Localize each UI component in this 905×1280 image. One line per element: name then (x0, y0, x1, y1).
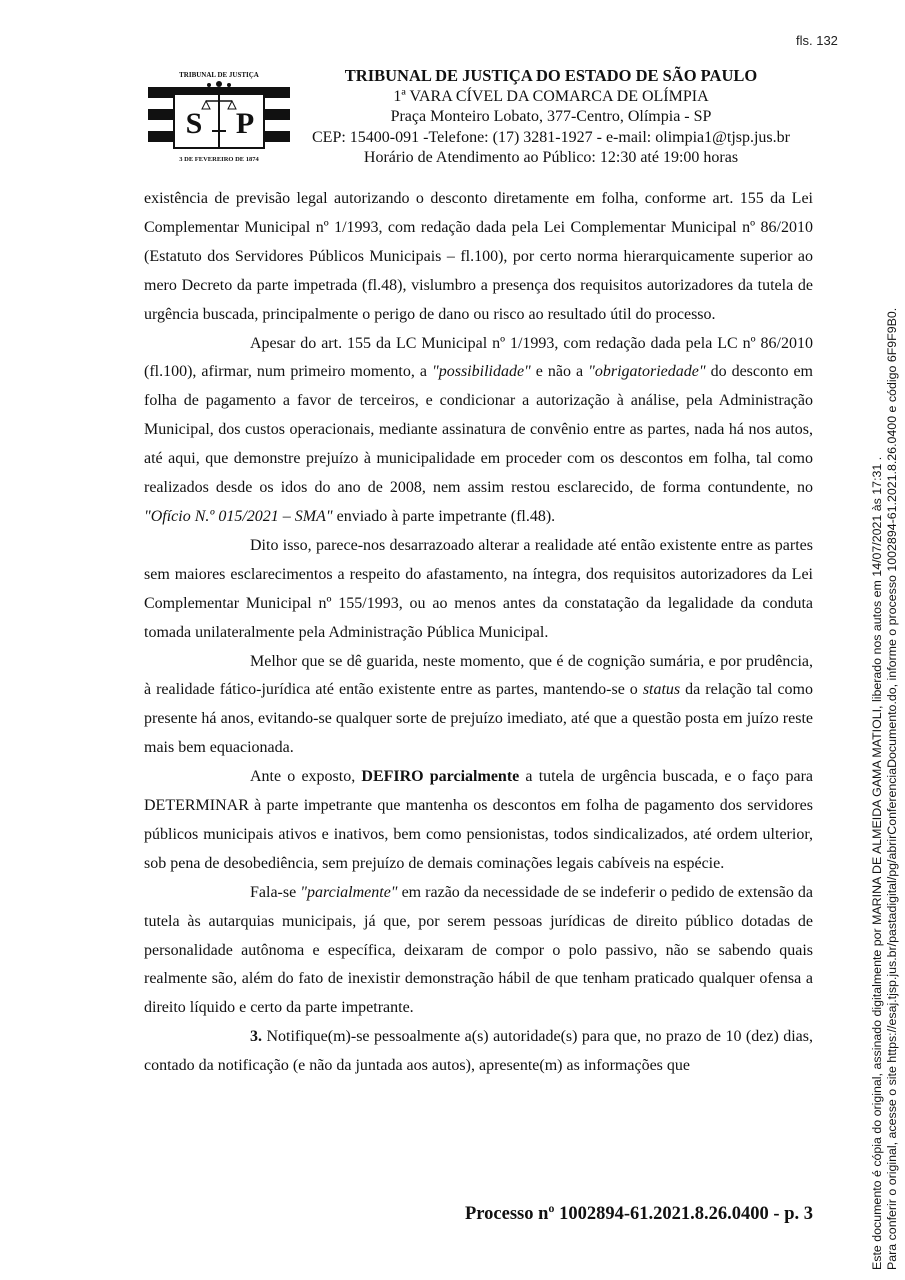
paragraph-6: Fala-se "parcialmente" em razão da necessidade de se indeferir o pedido de extensão da tutela às autarquias municipais, já que, por serem pessoas jurídicas de direito público dotadas de personalidade autônoma e específica, deixaram de compor o polo passivo, não se sabendo quais realmente são, além do fato de inexistir demonstração hábil de que tenham praticado qualquer ofensa a direito líquido e certo da parte impetrante. (144, 883, 813, 1017)
svg-text:P: P (235, 107, 255, 140)
paragraph-4: Melhor que se dê guarida, neste momento, que é de cognição sumária, e por prudência, à realidade fático-jurídica até então existente entre as partes, mantendo-se o status da relação tal como presente há anos, evitando-se qualquer sorte de prejuízo imediato, até que a questão posta em juízo reste mais bem equacionada. (144, 652, 813, 757)
paragraph-1: existência de previsão legal autorizando o desconto diretamente em folha, conforme art. 155 da Lei Complementar Municipal nº 1/1993, com redação dada pela Lei Complementar Municipal nº 86/2010 (Estatuto dos Servidores Públicos Municipais – fl.100), por certo norma hierarquicamente superior ao mero Decreto da parte impetrada (fl.48), vislumbro a presença dos requisitos autorizadores da tutela de urgência buscada, principalmente o perigo de dano ou risco ao resultado útil do processo. (144, 190, 813, 323)
court-contact: CEP: 15400-091 -Telefone: (17) 3281-1927 - e-mail: olimpia1@tjsp.jus.br (312, 128, 790, 146)
process-footer: Processo nº 1002894-61.2021.8.26.0400 - p. 3 (464, 1204, 813, 1224)
paragraph-3: Dito isso, parece-nos desarrazoado alterar a realidade até então existente entre as partes sem maiores esclarecimentos a respeito do afastamento, na íntegra, dos requisitos autorizadores da Lei Complementar Municipal nº 155/1993, ou ao menos antes da constatação da legalidade da conduta tomada unilateralmente pela Administração Pública Municipal. (144, 536, 813, 641)
authenticity-notice (870, 200, 900, 1270)
court-division: 1ª VARA CÍVEL DA COMARCA DE OLÍMPIA (393, 87, 709, 105)
authenticity-line-1: Este documento é cópia do original, assinado digitalmente por MARINA DE ALMEIDA GAMA MATIOLI, liberado nos autos em 14/07/2021 às 17:31 . (870, 456, 884, 1270)
page-number-ref: fls. 132 (796, 33, 838, 48)
court-address: Praça Monteiro Lobato, 377-Centro, Olímpia - SP (390, 108, 712, 125)
svg-text:S: S (185, 107, 203, 140)
paragraph-5: Ante o exposto, DEFIRO parcialmente a tutela de urgência buscada, e o faço para DETERMINAR à parte impetrante que mantenha os descontos em folha de pagamento dos servidores públicos municipais ativos e inativos, bem como pensionistas, todos sindicalizados, até ordem ulterior, sob pena de desobediência, sem prejuízo de demais cominações legais cabíveis na espécie. (144, 768, 814, 872)
svg-text:TRIBUNAL DE JUSTIÇA: TRIBUNAL DE JUSTIÇA (179, 71, 259, 79)
court-header (296, 66, 806, 169)
svg-text:3 DE FEVEREIRO DE 1874: 3 DE FEVEREIRO DE 1874 (179, 156, 259, 163)
paragraph-7: 3. Notifique(m)-se pessoalmente a(s) autoridade(s) para que, no prazo de 10 (dez) dias, contado da notificação (e não da juntada aos autos), apresente(m) as informações que (144, 1028, 813, 1075)
court-hours: Horário de Atendimento ao Público: 12:30 até 19:00 horas (363, 149, 739, 166)
court-name: TRIBUNAL DE JUSTIÇA DO ESTADO DE SÃO PAULO (344, 66, 758, 85)
court-seal-logo (144, 57, 294, 165)
document-body (144, 185, 813, 1081)
paragraph-2: Apesar do art. 155 da LC Municipal nº 1/1993, com redação dada pela LC nº 86/2010 (fl.100), afirmar, num primeiro momento, a "possibilidade" e não a "obrigatoriedade" do desconto em folha de pagamento a favor de terceiros, e condicionar a autorização à análise, pela Administração Municipal, dos custos operacionais, mediante assinatura de convênio entre as partes, nada há nos autos, até aqui, que demonstre prejuízo à municipalidade em proceder com os descontos em folha, tal como realizados desde os idos do ano de 2008, nem assim restou esclarecido, de forma contundente, no "Ofício N.º 015/2021 – SMA" enviado à parte impetrante (fl.48). (144, 334, 814, 525)
authenticity-line-2: Para conferir o original, acesse o site https://esaj.tjsp.jus.br/pastadigital/pg/abrirConferenciaDocumento.do, informe o processo 1002894-61.2021.8.26.0400 e código 6F9F9B0. (885, 307, 899, 1270)
